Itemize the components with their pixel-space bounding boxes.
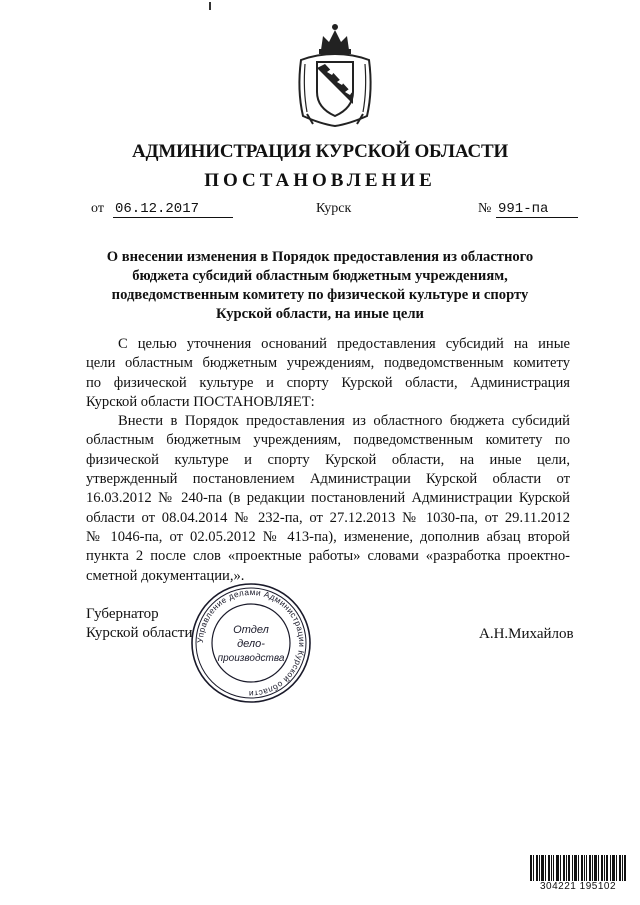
- body-line: физической культуре и спорту Курской области, на иные цели,: [86, 451, 570, 468]
- office-stamp: [189, 581, 313, 705]
- signatory-name: А.Н.Михайлов: [479, 626, 574, 642]
- scan-mark: [209, 2, 211, 10]
- document-number: 991-па: [496, 201, 578, 218]
- number-prefix: №: [478, 201, 492, 216]
- stamp-center-line: производства: [217, 653, 285, 664]
- document-date: 06.12.2017: [113, 201, 233, 218]
- signatory-title-line: Курской области: [86, 625, 193, 641]
- subject-line: Курской области, на иные цели: [216, 306, 424, 322]
- document-subject: [102, 248, 538, 324]
- body-line: пункта 2 после слов «проектные работы» словами «разработка проектно-: [86, 548, 570, 565]
- date-prefix: от: [91, 201, 104, 216]
- signatory-title: [86, 605, 192, 643]
- stamp-ring-text: Управление делами Администрации Курской области: [194, 586, 308, 700]
- body-line: № 1046-па, от 02.05.2012 № 413-па), изменение, дополнив абзац второй: [86, 528, 570, 545]
- document-city: Курск: [316, 201, 352, 216]
- body-line: утвержденный постановлением Администрации Курской области от: [86, 471, 570, 488]
- body-line: Курской области ПОСТАНОВЛЯЕТ:: [86, 393, 315, 410]
- body-line: по физической культуре и спорту Курской области, Администрация: [86, 374, 570, 391]
- body-line: областным бюджетным учреждениям, подведомственным комитету по: [86, 432, 570, 449]
- stamp-center-line: Отдел: [233, 624, 269, 636]
- coat-of-arms-icon: [293, 20, 377, 130]
- document-body: [86, 335, 570, 586]
- body-line: Внести в Порядок предоставления из областного бюджета субсидий: [118, 413, 570, 430]
- body-line: С целью уточнения оснований предоставления субсидий на иные: [118, 336, 570, 352]
- subject-line: подведомственным комитету по физической культуре и спорту: [111, 287, 529, 303]
- subject-line: О внесении изменения в Порядок предоставления из областного: [106, 249, 534, 265]
- signatory-title-line: Губернатор: [86, 606, 159, 622]
- body-line: области от 08.04.2014 № 232-па, от 27.12.2013 № 1030-па, от 29.11.2012: [86, 509, 570, 526]
- barcode-number: 304221 195102: [530, 881, 626, 892]
- organization-title: АДМИНИСТРАЦИЯ КУРСКОЙ ОБЛАСТИ: [131, 141, 509, 162]
- subject-line: бюджета субсидий областным бюджетным учреждениям,: [132, 268, 508, 284]
- body-line: сметной документации,».: [86, 567, 245, 584]
- document-type: ПОСТАНОВЛЕНИЕ: [204, 170, 436, 191]
- body-line: 16.03.2012 № 240-па (в редакции постановлений Администрации Курской: [86, 490, 570, 507]
- body-line: цели областным бюджетным учреждениям, подведомственным комитету: [86, 355, 570, 372]
- stamp-center-line: дело-: [237, 638, 265, 650]
